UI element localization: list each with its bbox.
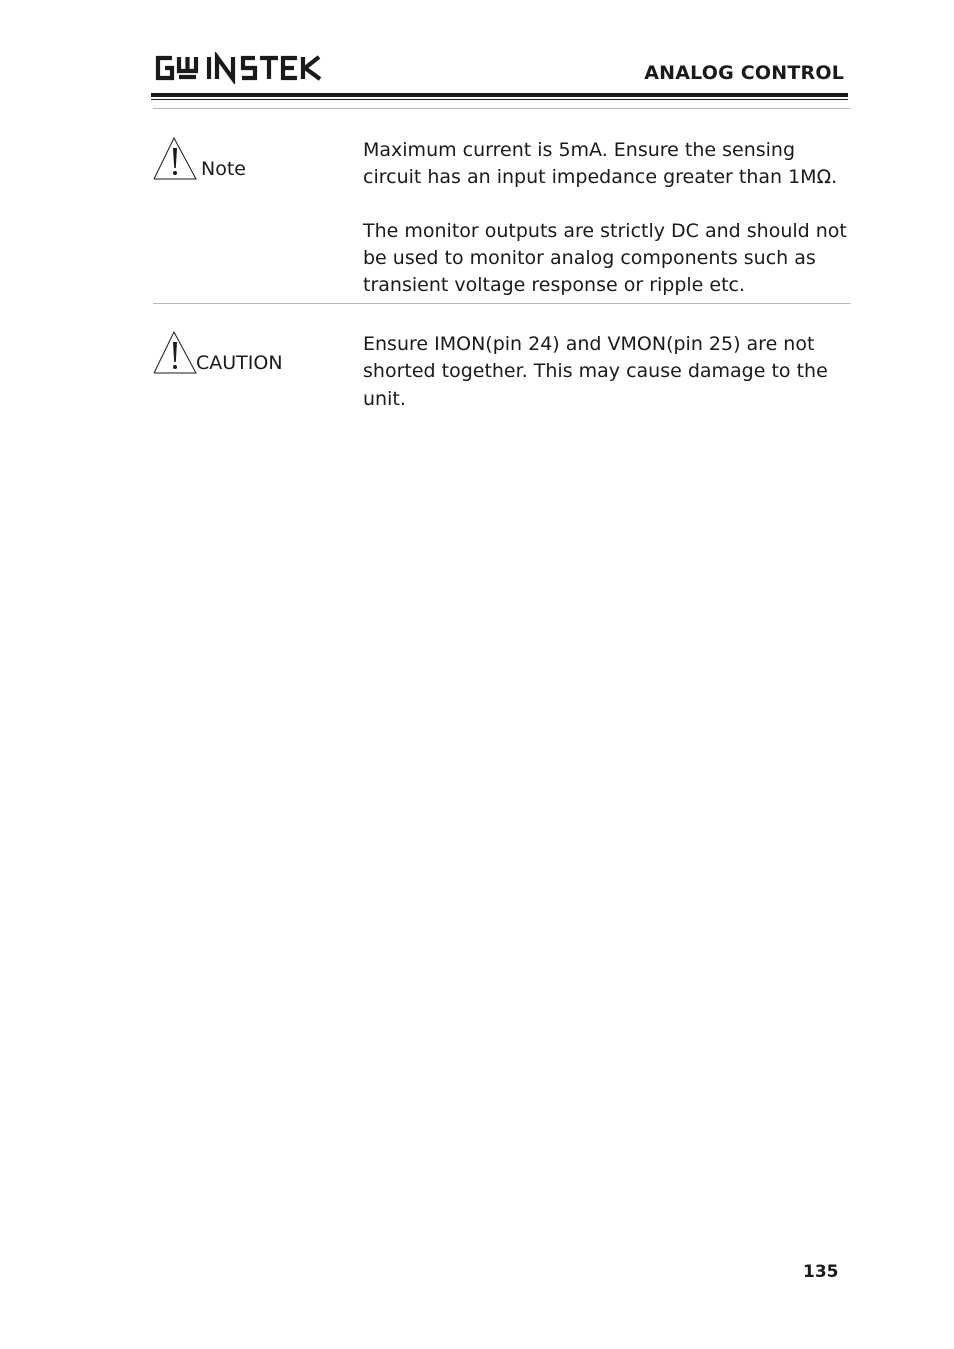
header-rule-thick <box>151 93 848 97</box>
note-top-divider <box>153 108 851 109</box>
note-paragraph-2: The monitor outputs are strictly DC and should not be used to monitor analog components such as transient voltage response or ripple etc. <box>363 219 847 297</box>
note-text-cell <box>363 137 851 299</box>
caution-paragraph-1: Ensure IMON(pin 24) and VMON(pin 25) are not shorted together. This may cause damage to the unit. <box>363 333 828 410</box>
gw-instek-logo <box>153 52 323 84</box>
caution-text-cell <box>363 331 851 413</box>
caution-label-cell <box>153 330 283 374</box>
note-label: Note <box>201 158 246 180</box>
warning-triangle-icon <box>153 136 197 180</box>
warning-triangle-icon <box>153 330 197 374</box>
logo-graphic <box>153 52 323 84</box>
page-number: 135 <box>803 1262 839 1282</box>
row-divider <box>153 303 851 304</box>
caution-label: CAUTION <box>196 352 283 374</box>
note-paragraph-1: Maximum current is 5mA. Ensure the sensing circuit has an input impedance greater than 1MΩ. <box>363 139 838 189</box>
section-title: ANALOG CONTROL <box>644 62 844 84</box>
header-rule-thin <box>151 99 848 100</box>
note-label-cell <box>153 136 246 180</box>
